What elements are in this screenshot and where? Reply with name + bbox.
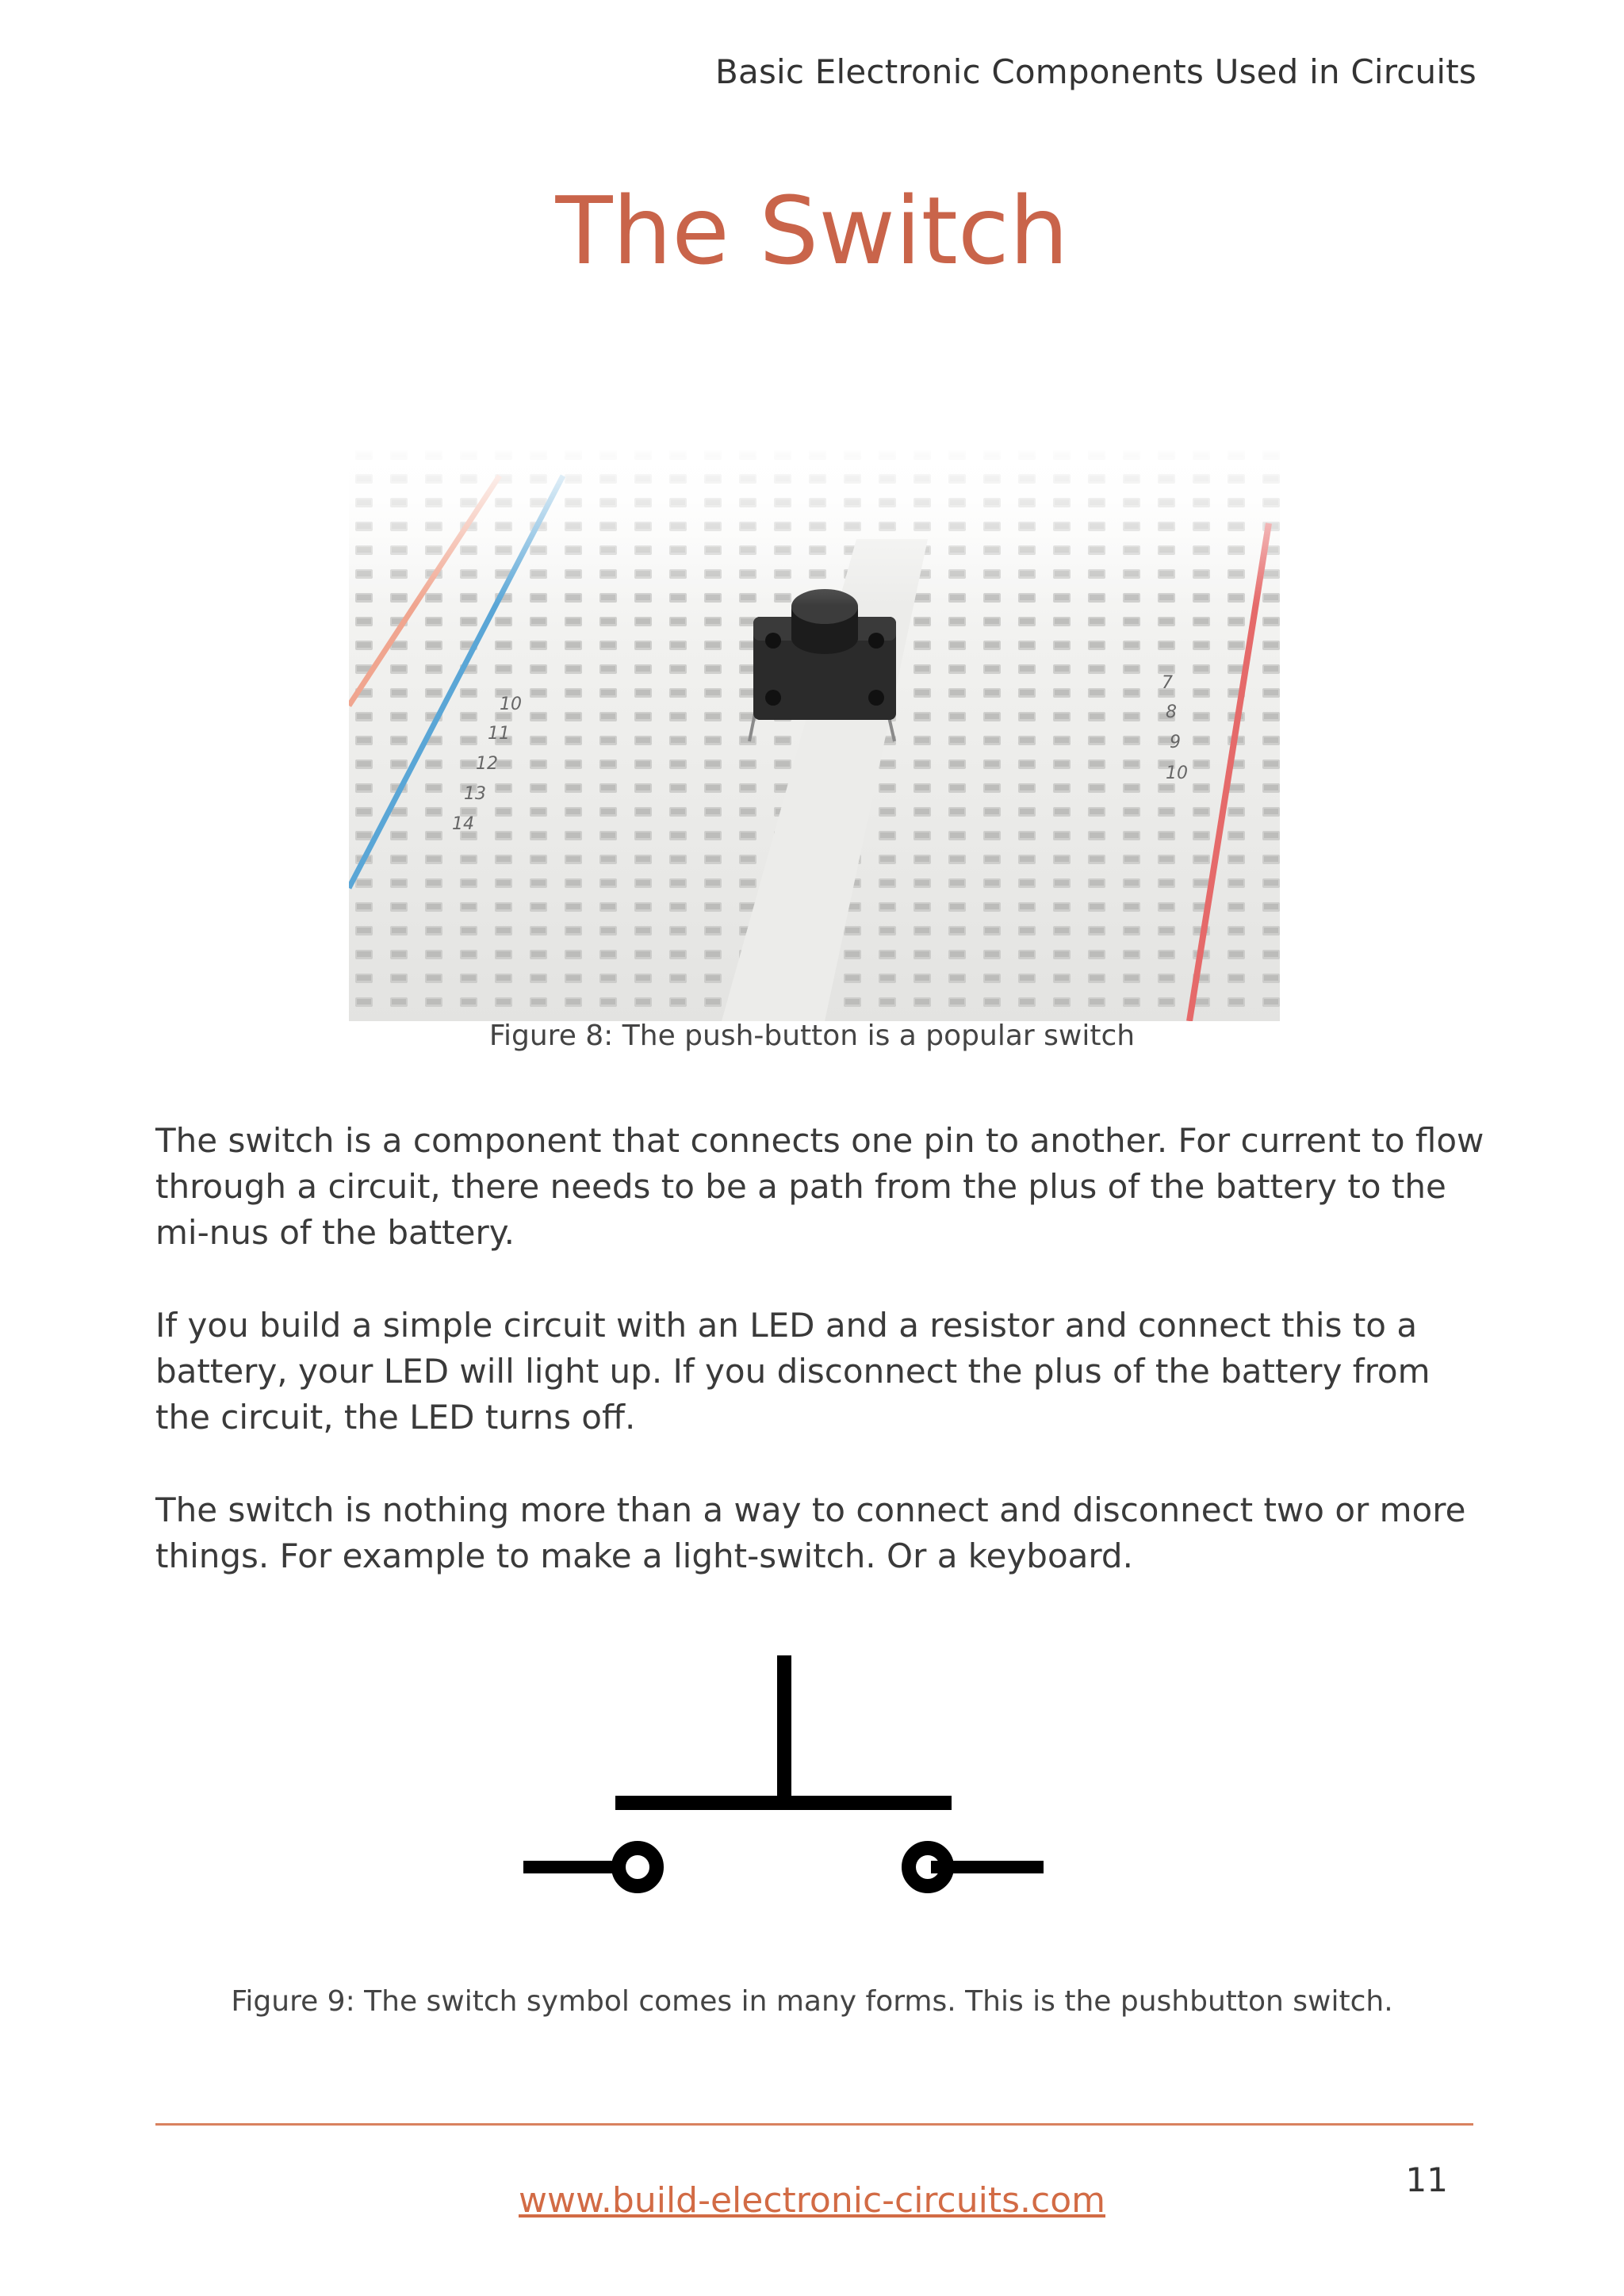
- paragraph-1: The switch is a component that connects one pin to another. For current to flow through a circuit, there needs to be a path from the plus of the battery to the mi-nus of the battery.: [155, 1121, 1484, 1252]
- footer-divider: [155, 2123, 1473, 2126]
- website-link[interactable]: www.build-electronic-circuits.com: [519, 2180, 1105, 2221]
- pushbutton-breadboard-photo: [349, 444, 1280, 1021]
- figure-8-caption: Figure 8: The push-button is a popular switch: [488, 1020, 1136, 1052]
- figure-9-caption: Figure 9: The switch symbol comes in many forms. This is the pushbutton switch.: [231, 1985, 1393, 2018]
- page-number: 11: [1405, 2160, 1448, 2199]
- pushbutton-switch-symbol-icon: [508, 1649, 1063, 1903]
- paragraph-3: The switch is nothing more than a way to connect and disconnect two or more things. For example to make a light-switch. Or a keyboard.: [155, 1490, 1466, 1575]
- paragraph-2: If you build a simple circuit with an LED and a resistor and connect this to a battery, your LED will light up. If you disconnect the plus of the battery from the circuit, the LED turns off.: [155, 1306, 1431, 1437]
- page-title: The Switch: [555, 176, 1069, 285]
- running-header: Basic Electronic Components Used in Circuits: [715, 52, 1477, 91]
